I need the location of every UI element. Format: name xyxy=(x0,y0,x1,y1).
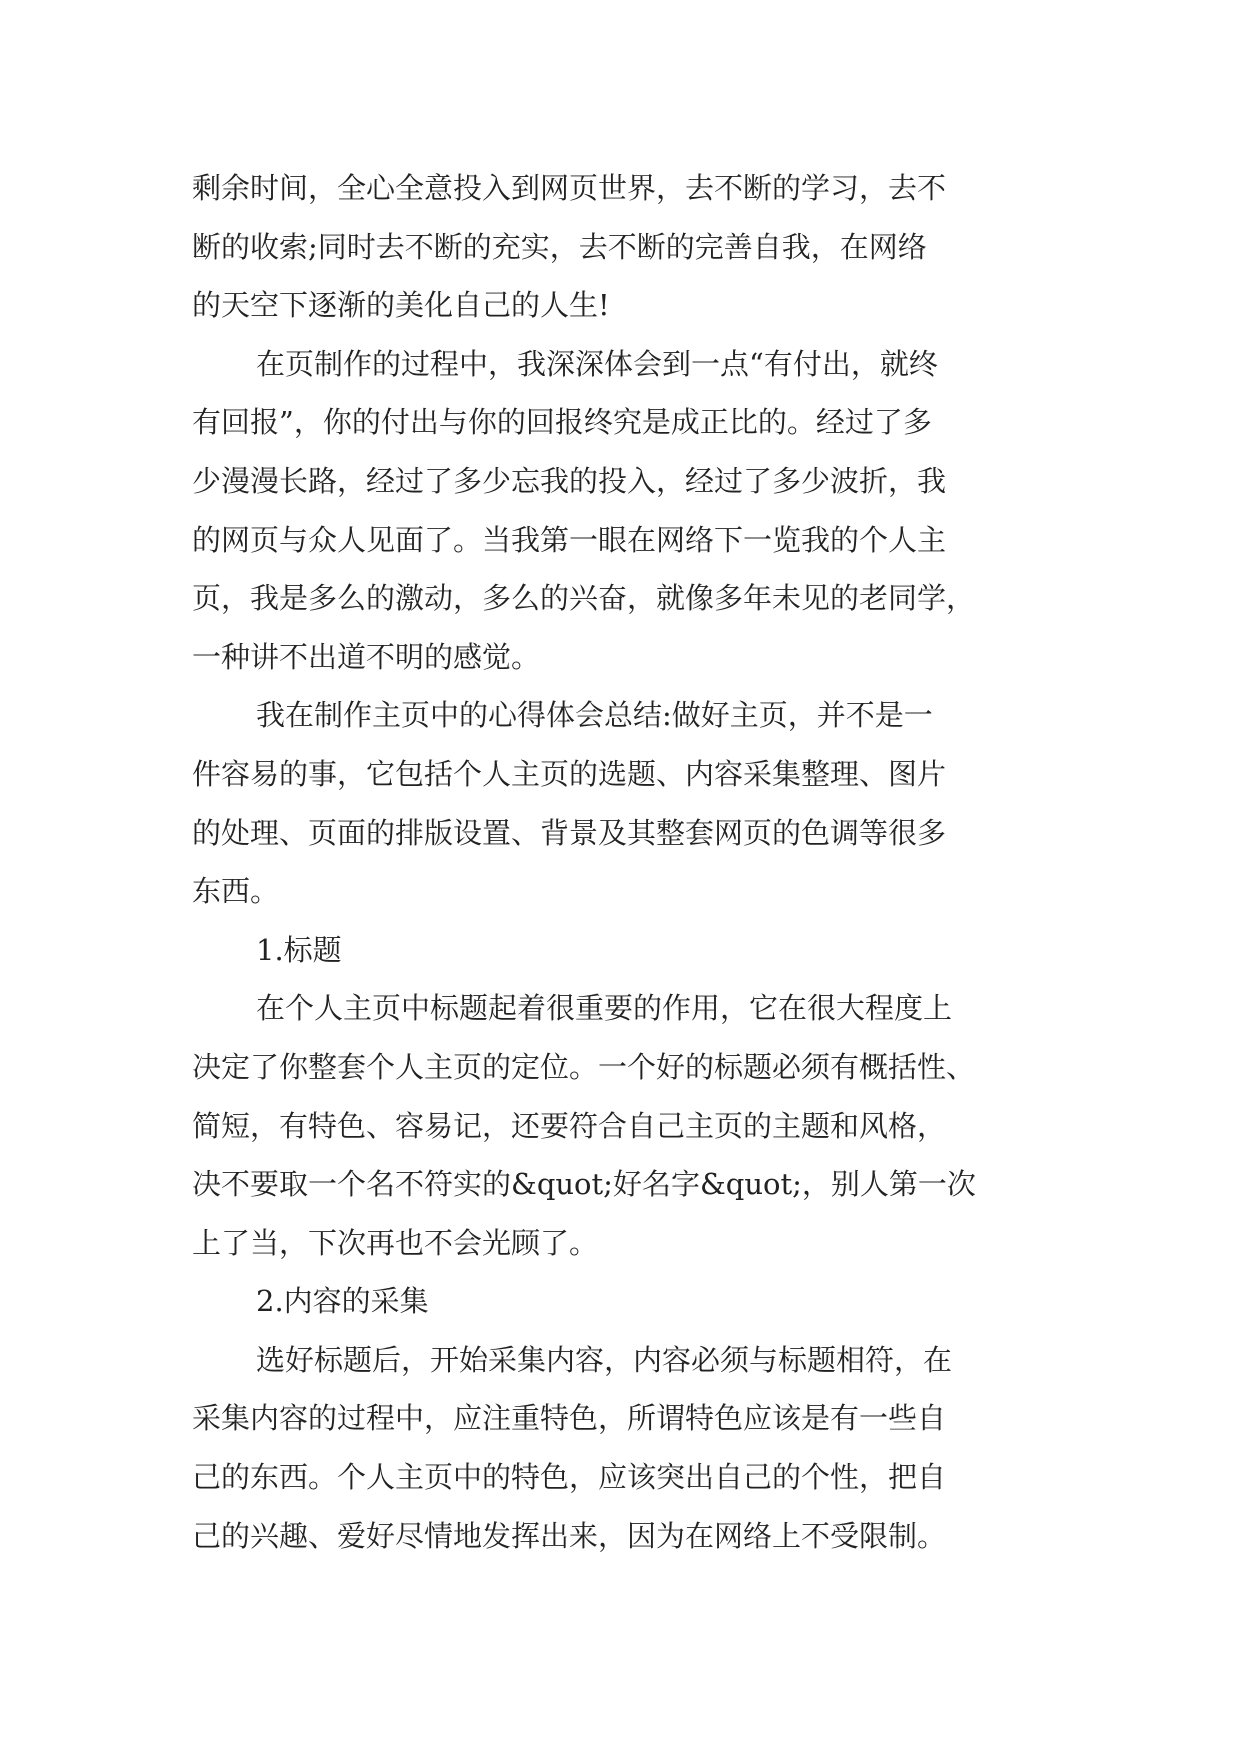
text-line: 1.标题 xyxy=(256,932,342,967)
text-line: 己的东西。个人主页中的特色，应该突出自己的个性，把自 xyxy=(192,1460,947,1495)
text-line: 东西。 xyxy=(192,874,280,909)
text-line: 决不要取一个名不符实的&quot;好名字&quot;，别人第一次 xyxy=(192,1167,976,1202)
text-line: 断的收索;同时去不断的充实，去不断的完善自我，在网络 xyxy=(192,229,927,264)
text-line: 决定了你整套个人主页的定位。一个好的标题必须有概括性、 xyxy=(192,1049,976,1084)
text-line: 页，我是多么的激动，多么的兴奋，就像多年未见的老同学， xyxy=(192,581,976,616)
text-line: 有回报”，你的付出与你的回报终究是成正比的。经过了多 xyxy=(192,405,932,440)
text-line: 采集内容的过程中，应注重特色，所谓特色应该是有一些自 xyxy=(192,1401,947,1436)
paragraph-1 xyxy=(192,159,1092,335)
text-line: 剩余时间，全心全意投入到网页世界，去不断的学习，去不 xyxy=(192,171,947,205)
paragraph-4 xyxy=(192,979,1092,1272)
paragraph-3 xyxy=(192,686,1092,920)
section-heading-title xyxy=(192,921,1092,980)
text-line: 在个人主页中标题起着很重要的作用，它在很大程度上 xyxy=(256,991,953,1026)
text-line: 的网页与众人见面了。当我第一眼在网络下一览我的个人主 xyxy=(192,522,947,557)
text-line: 件容易的事，它包括个人主页的选题、内容采集整理、图片 xyxy=(192,756,947,791)
text-line: 在页制作的过程中，我深深体会到一点“有付出，就终 xyxy=(256,346,938,381)
text-line: 简短，有特色、容易记，还要符合自己主页的主题和风格， xyxy=(192,1108,947,1143)
text-line: 我在制作主页中的心得体会总结:做好主页，并不是一 xyxy=(256,698,933,733)
text-line: 一种讲不出道不明的感觉。 xyxy=(192,639,541,674)
paragraph-5 xyxy=(192,1331,1092,1565)
text-line: 的天空下逐渐的美化自己的人生! xyxy=(192,288,610,323)
text-line: 上了当，下次再也不会光顾了。 xyxy=(192,1225,599,1260)
text-line: 己的兴趣、爱好尽情地发挥出来，因为在网络上不受限制。 xyxy=(192,1518,947,1553)
section-heading-content xyxy=(192,1272,1092,1331)
text-line: 少漫漫长路，经过了多少忘我的投入，经过了多少波折，我 xyxy=(192,463,947,498)
document-body xyxy=(192,159,1092,1565)
text-line: 2.内容的采集 xyxy=(256,1284,429,1319)
text-line: 的处理、页面的排版设置、背景及其整套网页的色调等很多 xyxy=(192,815,947,850)
paragraph-2 xyxy=(192,335,1092,687)
text-line: 选好标题后，开始采集内容，内容必须与标题相符，在 xyxy=(256,1342,953,1377)
